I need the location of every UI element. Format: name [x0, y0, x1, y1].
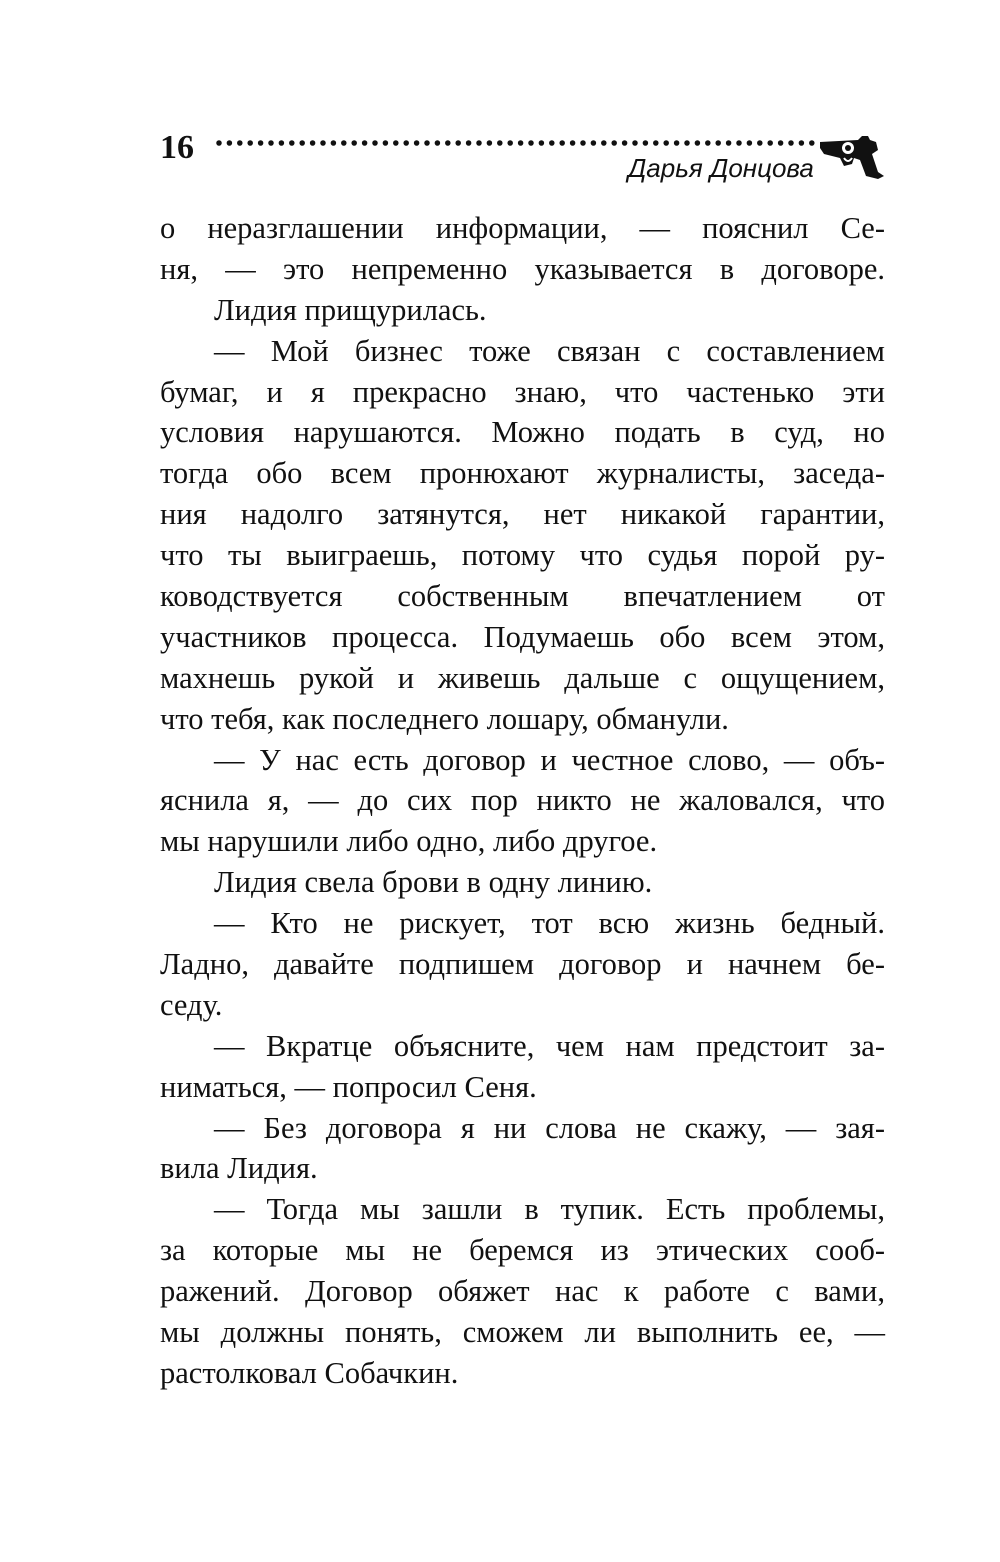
- text-line: за которые мы не беремся из этических сооб-: [160, 1233, 885, 1268]
- text-line: о неразглашении информации, — пояснил Се-: [160, 211, 885, 245]
- text-line: седу.: [160, 987, 223, 1022]
- text-line: ниматься, — попросил Сеня.: [160, 1069, 537, 1104]
- text-line: Лидия свела брови в одну линию.: [214, 865, 653, 900]
- text-line: — Мой бизнес тоже связан с составлением: [214, 333, 885, 368]
- running-header: [0, 0, 1000, 200]
- text-line: ражений. Договор обяжет нас к работе с вами,: [160, 1274, 885, 1309]
- text-line: участников процесса. Подумаешь обо всем этом,: [160, 619, 885, 654]
- dotted-leader: [215, 136, 825, 150]
- body-text: [160, 208, 885, 1394]
- text-line: условия нарушаются. Можно подать в суд, но: [160, 415, 885, 450]
- text-line: Ладно, давайте подпишем договор и начнем бе-: [160, 947, 885, 982]
- text-line: что тебя, как последнего лошару, обманули.: [160, 701, 729, 736]
- text-line: что ты выиграешь, потому что судья порой ру-: [160, 538, 885, 573]
- text-line: растолковал Собачкин.: [160, 1355, 459, 1390]
- text-line: — Тогда мы зашли в тупик. Есть проблемы,: [214, 1192, 885, 1227]
- text-line: — Кто не рискует, тот всю жизнь бедный.: [214, 906, 885, 941]
- text-line: яснила я, — до сих пор никто не жаловался, что: [160, 783, 885, 818]
- text-line: — Без договора я ни слова не скажу, — зая-: [214, 1110, 885, 1145]
- text-line: ня, — это непременно указывается в договоре.: [160, 251, 885, 286]
- text-line: — У нас есть договор и честное слово, — объ-: [214, 742, 885, 777]
- text-line: ководствуется собственным впечатлением от: [160, 579, 885, 614]
- revolver-icon: [818, 128, 888, 180]
- text-line: махнешь рукой и живешь дальше с ощущением,: [160, 660, 885, 695]
- text-line: ния надолго затянутся, нет никакой гарантии,: [160, 497, 885, 532]
- text-line: Лидия прищурилась.: [214, 292, 487, 327]
- page-number: 16: [160, 129, 194, 166]
- text-line: вила Лидия.: [160, 1151, 318, 1186]
- text-line: — Вкратце объясните, чем нам предстоит за-: [214, 1028, 885, 1063]
- text-line: мы должны понять, сможем ли выполнить ее, —: [160, 1315, 885, 1350]
- text-line: бумаг, и я прекрасно знаю, что частенько эти: [160, 374, 885, 409]
- text-line: тогда обо всем пронюхают журналисты, заседа-: [160, 456, 885, 491]
- author-name: Дарья Донцова: [628, 153, 814, 183]
- text-line: мы нарушили либо одно, либо другое.: [160, 824, 658, 859]
